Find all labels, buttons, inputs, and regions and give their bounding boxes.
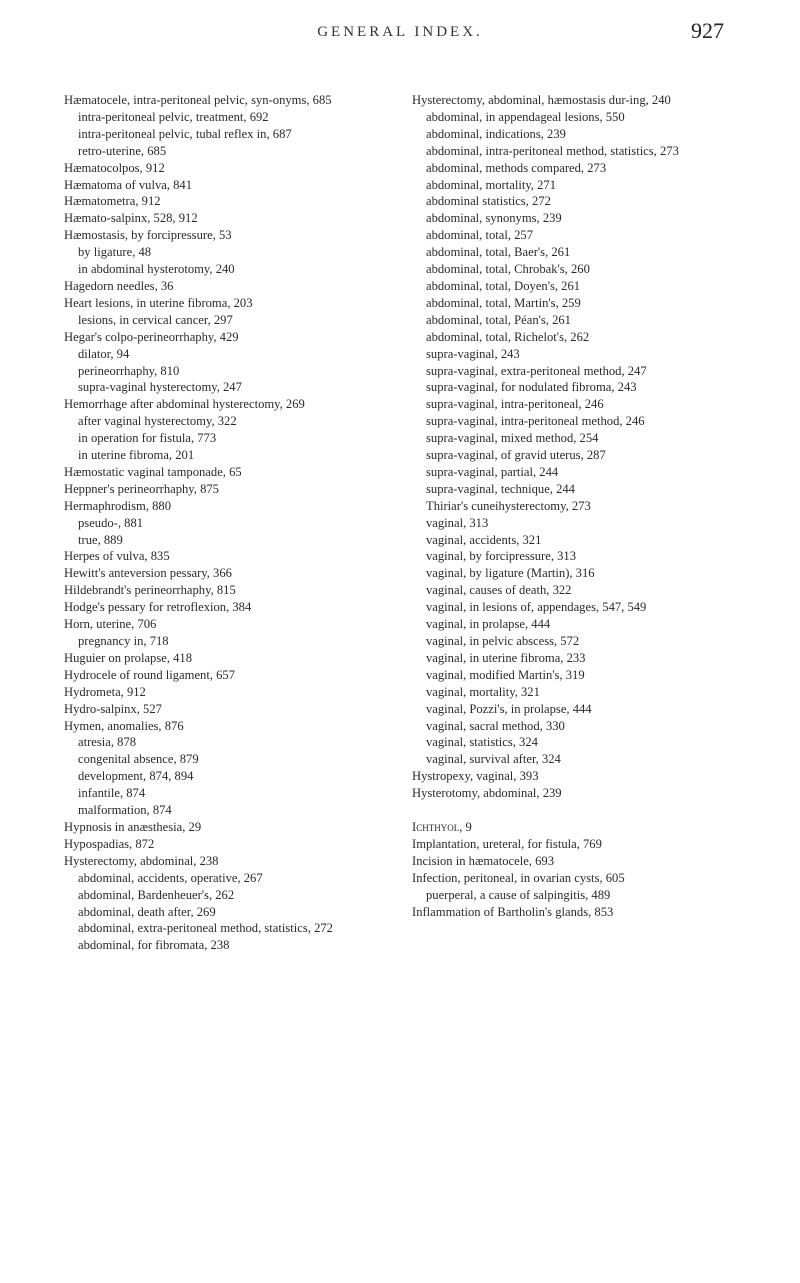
index-subentry: vaginal, by ligature (Martin), 316 [426, 566, 595, 581]
index-subentry: abdominal, death after, 269 [78, 904, 216, 919]
index-entry: Hæmostasis, by forcipressure, 53 [64, 228, 232, 243]
index-entry: Hypnosis in anæsthesia, 29 [64, 819, 202, 834]
index-subentry: after vaginal hysterectomy, 322 [78, 414, 237, 429]
index-subentry: abdominal, total, Martin's, 259 [426, 295, 581, 310]
index-entry: Hemorrhage after abdominal hysterectomy, 269 [64, 397, 305, 412]
index-subentry: supra-vaginal, technique, 244 [426, 481, 575, 496]
index-subentry: vaginal, in lesions of, appendages, 547, 549 [426, 600, 647, 615]
index-entry: Hysterectomy, abdominal, 238 [64, 853, 219, 868]
index-subentry: supra-vaginal, partial, 244 [426, 464, 559, 479]
index-entry: Hermaphrodism, 880 [64, 498, 172, 513]
index-entry: Hæmatocolpos, 912 [64, 160, 165, 175]
index-entry: Hydrocele of round ligament, 657 [64, 667, 236, 682]
index-entry: Horn, uterine, 706 [64, 617, 157, 632]
section-gap [412, 802, 748, 819]
index-entry: Inflammation of Bartholin's glands, 853 [412, 904, 614, 919]
index-subentry: abdominal, accidents, operative, 267 [78, 870, 263, 885]
index-subentry: vaginal, sacral method, 330 [426, 718, 565, 733]
index-subentry: vaginal, in uterine fibroma, 233 [426, 650, 586, 665]
index-subentry: abdominal, total, 257 [426, 228, 534, 243]
index-entry: Herpes of vulva, 835 [64, 549, 170, 564]
index-entry: Heart lesions, in uterine fibroma, 203 [64, 295, 253, 310]
index-subentry: vaginal, survival after, 324 [426, 752, 561, 767]
index-subentry: puerperal, a cause of salpingitis, 489 [426, 887, 611, 902]
index-subentry: intra-peritoneal pelvic, tubal reflex in, 687 [78, 126, 292, 141]
index-subentry: supra-vaginal, 243 [426, 346, 520, 361]
index-entry: Hydro-salpinx, 527 [64, 701, 162, 716]
index-subentry: in abdominal hysterotomy, 240 [78, 262, 235, 277]
index-subentry: vaginal, in pelvic abscess, 572 [426, 634, 580, 648]
index-subentry: in operation for fistula, 773 [78, 431, 217, 446]
index-entry: Infection, peritoneal, in ovarian cysts, 605 [412, 870, 625, 885]
index-subentry: abdominal, total, Baer's, 261 [426, 245, 571, 260]
index-entry: Hysterectomy, abdominal, hæmostasis dur-ing, 240 [412, 93, 671, 107]
running-title: GENERAL INDEX. [317, 24, 483, 40]
index-subentry: supra-vaginal hysterectomy, 247 [78, 380, 242, 395]
page-header [0, 18, 800, 48]
index-subentry: abdominal, total, Richelot's, 262 [426, 329, 590, 344]
index-subentry: abdominal, total, Chrobak's, 260 [426, 262, 590, 277]
index-subentry: abdominal, total, Péan's, 261 [426, 312, 571, 327]
index-subentry: abdominal, total, Doyen's, 261 [426, 278, 581, 293]
index-subentry: development, 874, 894 [78, 769, 194, 784]
index-column-right [412, 92, 748, 921]
index-entry: Hypospadias, 872 [64, 836, 155, 851]
index-entry: Hæmatocele, intra-peritoneal pelvic, syn-onyms, 685 [64, 93, 332, 107]
index-subentry: abdominal, methods compared, 273 [426, 160, 607, 175]
index-entry: Hewitt's anteversion pessary, 366 [64, 566, 232, 581]
index-subentry: atresia, 878 [78, 735, 137, 750]
index-entry: Hystropexy, vaginal, 393 [412, 769, 539, 784]
index-subentry: supra-vaginal, mixed method, 254 [426, 431, 599, 446]
index-subentry: dilator, 94 [78, 346, 130, 361]
index-subentry: vaginal, in prolapse, 444 [426, 617, 551, 632]
index-subentry: abdominal, intra-peritoneal method, statistics, 273 [426, 143, 679, 158]
index-entry: Hymen, anomalies, 876 [64, 718, 184, 733]
index-entry: Implantation, ureteral, for fistula, 769 [412, 836, 602, 851]
index-subentry: supra-vaginal, of gravid uterus, 287 [426, 448, 606, 463]
index-entry: Hæmostatic vaginal tamponade, 65 [64, 464, 242, 479]
index-subentry: vaginal, 313 [426, 515, 489, 530]
index-subentry: abdominal, in appendageal lesions, 550 [426, 109, 625, 124]
index-entry: Hydrometa, 912 [64, 684, 146, 699]
index-entry: Incision in hæmatocele, 693 [412, 853, 554, 868]
index-subentry: perineorrhaphy, 810 [78, 363, 180, 378]
index-entry: Hagedorn needles, 36 [64, 278, 174, 293]
index-entry: Hæmato-salpinx, 528, 912 [64, 211, 198, 226]
index-entry: Hæmatoma of vulva, 841 [64, 177, 193, 192]
index-subentry: retro-uterine, 685 [78, 143, 167, 158]
index-subentry: supra-vaginal, for nodulated fibroma, 243 [426, 380, 637, 395]
index-subentry: pregnancy in, 718 [78, 634, 169, 648]
index-subentry: infantile, 874 [78, 786, 146, 801]
index-subentry: vaginal, by forcipressure, 313 [426, 549, 577, 564]
index-subentry: abdominal, indications, 239 [426, 126, 566, 141]
index-subentry: vaginal, accidents, 321 [426, 532, 542, 547]
index-subentry: in uterine fibroma, 201 [78, 448, 195, 463]
index-subentry: true, 889 [78, 532, 123, 547]
index-subentry: supra-vaginal, extra-peritoneal method, 247 [426, 363, 647, 378]
index-subentry: abdominal, for fibromata, 238 [78, 938, 230, 953]
index-entry: Hodge's pessary for retroflexion, 384 [64, 600, 252, 615]
index-subentry: vaginal, Pozzi's, in prolapse, 444 [426, 701, 592, 716]
index-subentry: lesions, in cervical cancer, 297 [78, 312, 233, 327]
index-column-left [64, 92, 402, 954]
index-subentry: pseudo-, 881 [78, 515, 144, 530]
index-subentry: congenital absence, 879 [78, 752, 199, 767]
index-subentry: malformation, 874 [78, 803, 172, 818]
index-subentry: abdominal, synonyms, 239 [426, 211, 562, 226]
index-subentry: vaginal, mortality, 321 [426, 684, 540, 699]
index-entry: Ichthyol, 9 [412, 820, 472, 835]
index-subentry: intra-peritoneal pelvic, treatment, 692 [78, 109, 269, 124]
index-subentry: vaginal, causes of death, 322 [426, 583, 572, 598]
index-subentry: vaginal, modified Martin's, 319 [426, 667, 585, 682]
index-entry: Hegar's colpo-perineorrhaphy, 429 [64, 329, 239, 344]
index-subentry: supra-vaginal, intra-peritoneal, 246 [426, 397, 604, 412]
index-subentry: supra-vaginal, intra-peritoneal method, 246 [426, 414, 645, 429]
index-subentry: abdominal, Bardenheuer's, 262 [78, 887, 235, 902]
index-entry: Hæmatometra, 912 [64, 194, 161, 209]
index-subentry: abdominal, mortality, 271 [426, 177, 556, 192]
index-subentry: vaginal, statistics, 324 [426, 735, 538, 750]
index-entry: Hysterotomy, abdominal, 239 [412, 786, 562, 801]
index-subentry: abdominal statistics, 272 [426, 194, 551, 209]
index-subentry: by ligature, 48 [78, 245, 152, 260]
page-number: 927 [691, 18, 724, 43]
index-entry: Heppner's perineorrhaphy, 875 [64, 481, 219, 496]
index-entry: Hildebrandt's perineorrhaphy, 815 [64, 583, 236, 598]
index-entry: Huguier on prolapse, 418 [64, 650, 193, 665]
index-subentry: Thiriar's cuneihysterectomy, 273 [426, 498, 591, 513]
index-subentry: abdominal, extra-peritoneal method, statistics, 272 [78, 921, 333, 936]
